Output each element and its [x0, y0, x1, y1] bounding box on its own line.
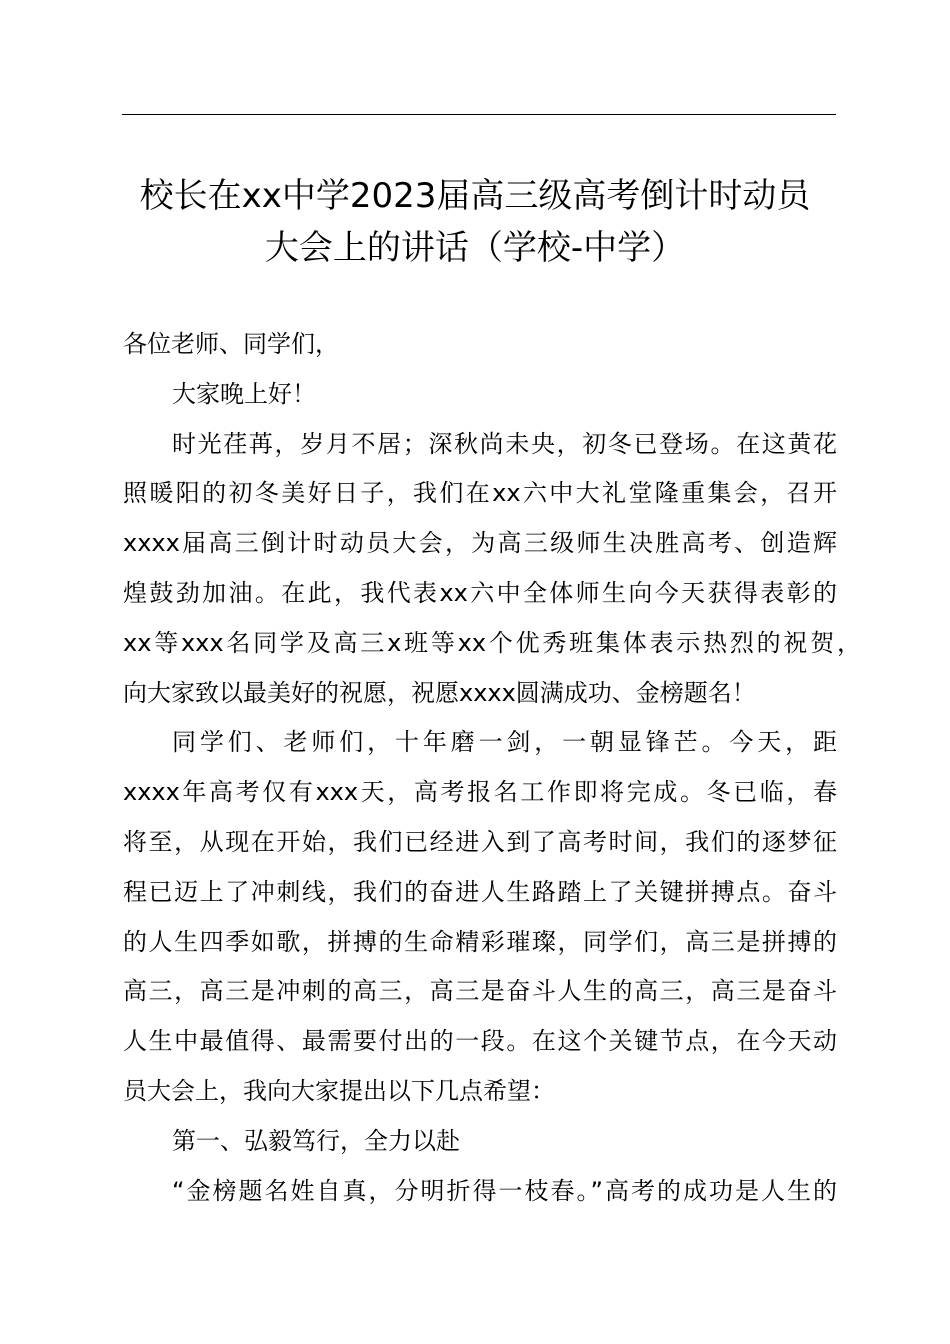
paragraph-line: 的人生四季如歌，拼搏的生命精彩璀璨，同学们，高三是拼搏的 [123, 927, 837, 956]
paragraph-line: 程已迈上了冲刺线，我们的奋进人生路踏上了关键拼搏点。奋斗 [123, 877, 837, 906]
salutation: 各位老师、同学们， [123, 330, 339, 358]
paragraph-line: 员大会上，我向大家提出以下几点希望： [123, 1076, 555, 1105]
header-rule [122, 114, 836, 115]
paragraph-line: 煌鼓劲加油。在此，我代表xx六中全体师生向今天获得表彰的 [123, 578, 837, 607]
title-line: 校长在xx中学2023届高三级高考倒计时动员 [139, 176, 811, 216]
paragraph-line: 将至，从现在开始，我们已经进入到了高考时间，我们的逐梦征 [123, 827, 837, 856]
paragraph-line: xx等xxx名同学及高三x班等xx个优秀班集体表示热烈的祝贺， [123, 628, 861, 657]
title-line: 大会上的讲话（学校-中学） [264, 228, 686, 268]
paragraph-line: 人生中最值得、最需要付出的一段。在这个关键节点，在今天动 [123, 1027, 837, 1056]
paragraph-line: 向大家致以最美好的祝愿，祝愿xxxx圆满成功、金榜题名！ [123, 678, 756, 707]
document-body [123, 320, 861, 1216]
paragraph-line: 照暖阳的初冬美好日子，我们在xx六中大礼堂隆重集会，召开 [123, 479, 837, 508]
paragraph-line: “金榜题名姓自真，分明折得一枝春。”高考的成功是人生的 [172, 1176, 837, 1205]
document-title [100, 170, 850, 274]
paragraph-line: 时光荏苒，岁月不居；深秋尚未央，初冬已登场。在这黄花 [172, 429, 837, 458]
paragraph-line: xxxx年高考仅有xxx天，高考报名工作即将完成。冬已临，春 [123, 778, 837, 807]
paragraph-line: 高三，高三是冲刺的高三，高三是奋斗人生的高三，高三是奋斗 [123, 977, 837, 1006]
greeting: 大家晚上好！ [172, 379, 316, 408]
paragraph-line: xxxx届高三倒计时动员大会，为高三级师生决胜高考、创造辉 [123, 529, 837, 558]
section-heading: 第一、弘毅笃行，全力以赴 [172, 1126, 460, 1155]
paragraph-line: 同学们、老师们，十年磨一剑，一朝显锋芒。今天，距 [172, 728, 837, 757]
